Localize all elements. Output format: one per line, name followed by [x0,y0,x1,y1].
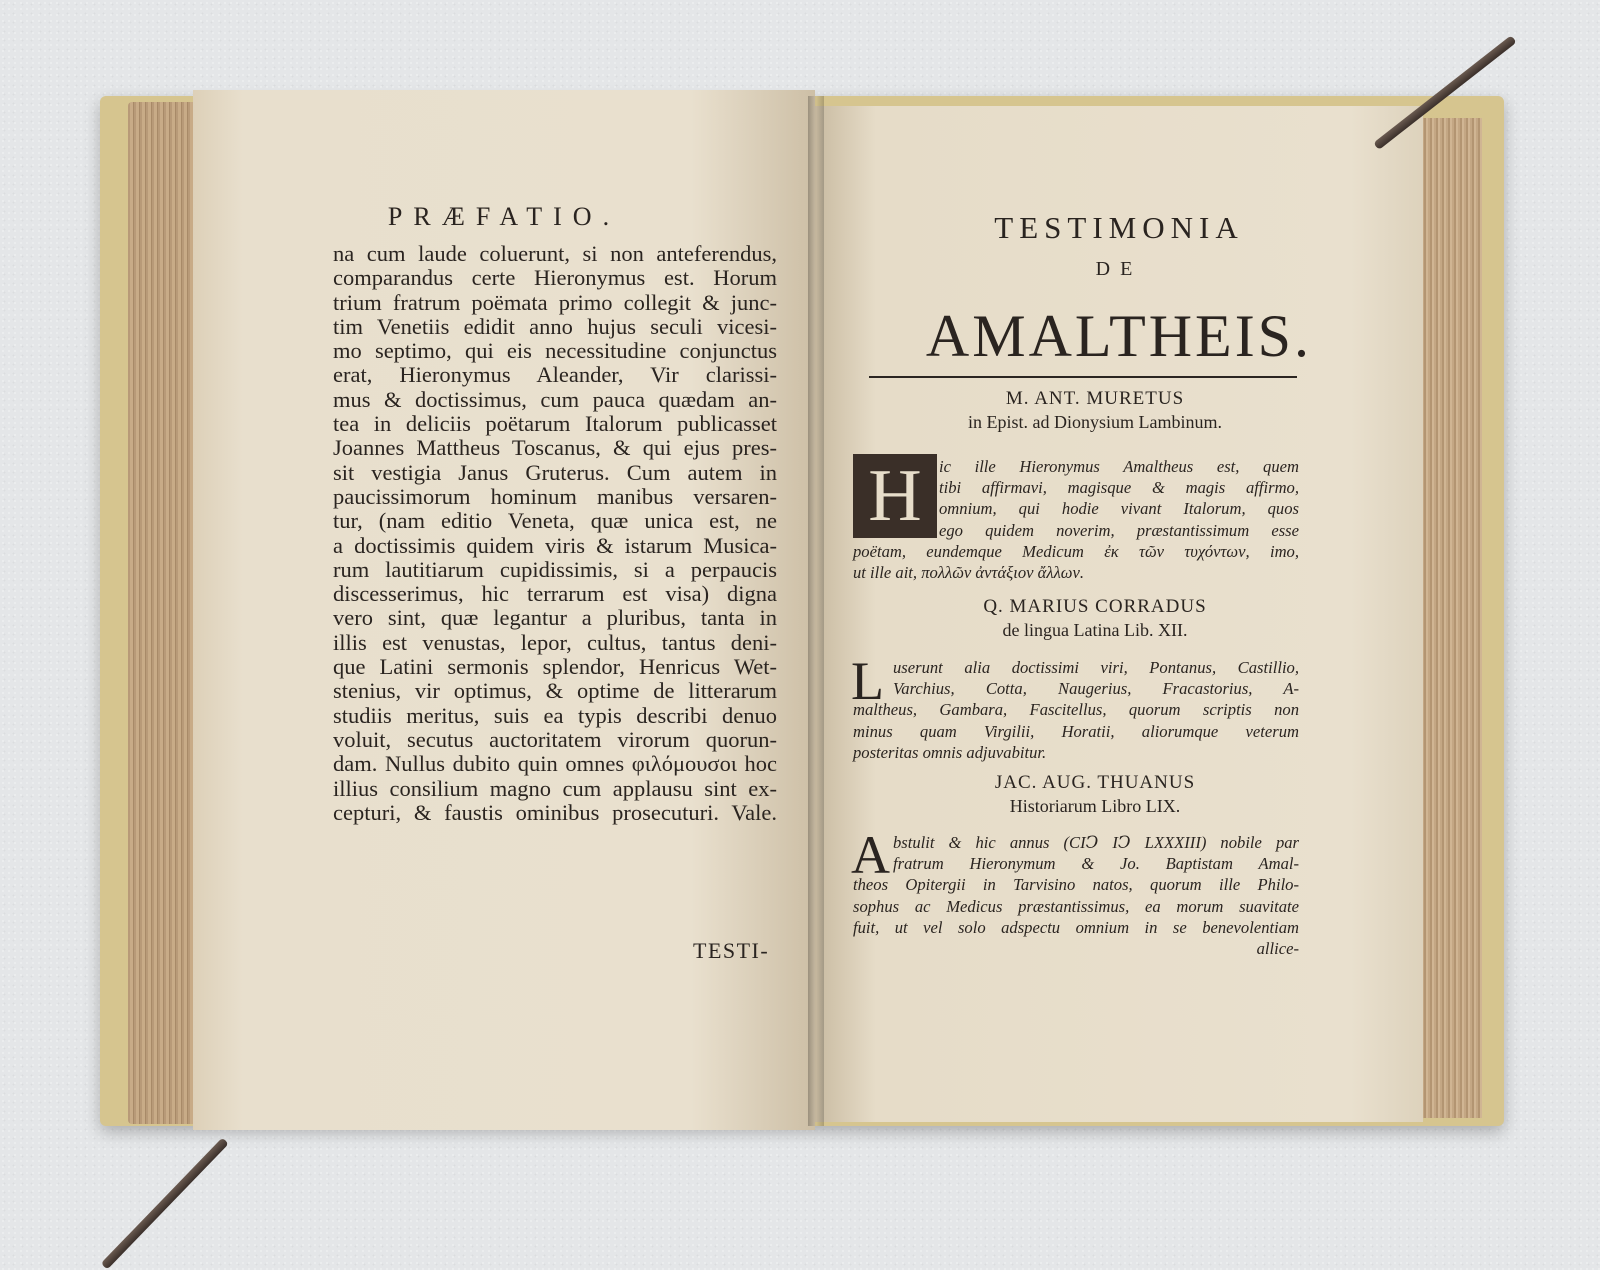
quote-line: tibi affirmavi, magisque & magis affirmo, [939,478,1299,498]
text-line: dam. Nullus dubito quin omnes φιλόμουσοι hoc [333,751,777,777]
text-line: mus & doctissimus, cum pauca quædam an- [333,386,777,412]
section-source-thuanus: Historiarum Libro LIX. [1009,796,1181,816]
quote-line: ego quidem noverim, præstantissimum esse [939,520,1299,540]
right-page [815,106,1423,1122]
text-line: studiis meritus, suis ea typis describi denuo [333,702,777,728]
text-line: a doctissimis quidem viris & istarum Musica- [333,532,777,558]
text-line: trium fratrum poëmata primo collegit & junc- [333,289,777,315]
quote-line: theos Opitergii in Tarvisino natos, quorum ille Philo- [853,875,1299,895]
section-author-muretus: M. ANT. MURETUS [1005,388,1185,409]
quote-line: ut ille ait, πολλῶν ἀντάξιον ἄλλων. [853,563,1084,583]
quote-thuanus [853,832,1299,959]
section-author-corradus: Q. MARIUS CORRADUS [983,596,1207,617]
ornamental-initial-h: H [853,454,937,538]
text-line: sit vestigia Janus Gruterus. Cum autem in [333,459,777,485]
initial-a: A [851,825,890,885]
quote-line: allice- [1256,939,1299,959]
left-page-header: PRÆFATIO. [387,202,621,231]
text-line: erat, Hieronymus Aleander, Vir clarissi- [333,362,777,388]
quote-line: fratrum Hieronymum & Jo. Baptistam Amal- [893,854,1299,874]
text-line: vero sint, quæ legantur a pluribus, tanta in [333,605,777,631]
text-line: tea in deliciis poëtarum Italorum publicasset [333,411,777,437]
quote-line: posteritas omnis adjuvabitur. [853,742,1047,762]
text-line: cepturi, & faustis ominibus prosecuturi. Vale. [333,799,777,825]
quote-line: Varchius, Cotta, Naugerius, Fracastorius, A- [893,679,1299,699]
text-line: comparandus certe Hieronymus est. Horum [333,265,777,291]
quote-line: poëtam, eundemque Medicum ἐκ τῶν τυχόντων, imo, [853,541,1299,561]
text-line: paucissimorum hominum manibus versaren- [333,483,777,509]
text-line: illius consilium magno cum applausu sint ex- [333,775,777,801]
text-line: illis est venustas, lepor, cultus, tantus deni- [333,629,777,655]
catchword: TESTI- [693,938,770,963]
text-line: voluit, secutus auctoritatem virorum quorun- [333,726,777,752]
left-page-body [333,242,777,825]
quote-line: ic ille Hieronymus Amaltheus est, quem [939,457,1299,476]
title-rule [869,376,1297,378]
quote-line: userunt alia doctissimi viri, Pontanus, Castillio, [893,658,1299,677]
quote-line: omnium, qui hodie vivant Italorum, quos [939,499,1299,519]
text-line: discesserimus, hic terrarum est visa) digna [333,581,777,607]
quote-line: sophus ac Medicus præstantissimus, ea morum suavitate [853,896,1299,916]
page-holder-rod-bottom [101,1137,229,1269]
text-line: mo septimo, qui eis necessitudine conjunctus [333,338,777,364]
book-gutter [808,96,824,1126]
initial-l: L [851,651,884,711]
quote-line: minus quam Virgilii, Horatii, aliorumque veterum [853,721,1299,741]
title-amaltheis: AMALTHEIS. [925,303,1313,369]
quote-corradus [853,657,1299,763]
quote-muretus [853,456,1299,583]
text-line: Joannes Mattheus Toscanus, & qui ejus pres- [333,435,777,461]
text-line: que Latini sermonis splendor, Henricus Wet- [333,654,777,680]
text-line: rum lautitiarum cupidissimis, si a perpaucis [333,556,777,582]
left-page [193,90,815,1130]
page-edges-right [1416,118,1482,1118]
text-line: stenius, vir optimus, & optime de litterarum [333,678,777,704]
text-line: tim Venetiis edidit anno hujus seculi vicesi- [333,313,777,339]
quote-line: bstulit & hic annus (CIↃ IↃ LXXXIII) nobile par [893,833,1299,852]
quote-line: maltheus, Gambara, Fascitellus, quorum scriptis non [853,700,1299,720]
title-testimonia: TESTIMONIA [994,210,1244,245]
text-line: tur, (nam editio Veneta, quæ unica est, ne [333,508,777,534]
text-line: na cum laude coluerunt, si non anteferendus, [333,241,777,266]
section-source-corradus: de lingua Latina Lib. XII. [1002,620,1188,640]
section-author-thuanus: JAC. AUG. THUANUS [994,772,1196,793]
quote-line: fuit, ut vel solo adspectu omnium in se benevolentiam [853,917,1299,937]
section-source-muretus: in Epist. ad Dionysium Lambinum. [968,412,1222,432]
title-de: DE [1095,258,1143,280]
